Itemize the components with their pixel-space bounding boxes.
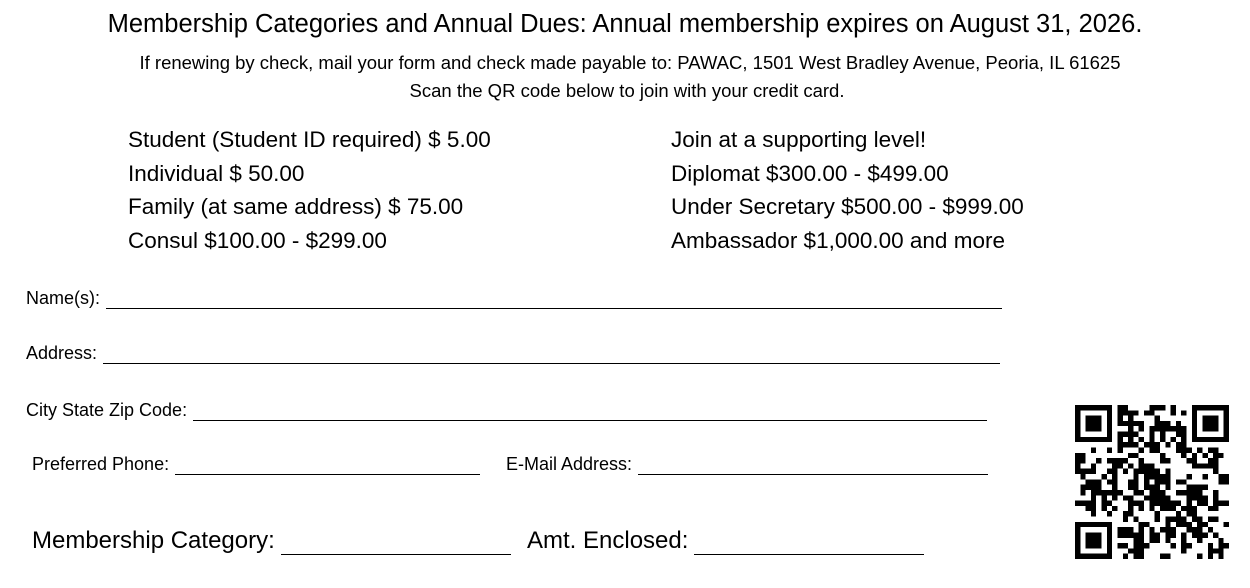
- amount-enclosed-label: Amt. Enclosed:: [527, 527, 689, 554]
- city-state-zip-input-line[interactable]: [193, 402, 987, 421]
- supporting-level-heading: Join at a supporting level!: [671, 127, 927, 152]
- membership-category-input-line[interactable]: [281, 532, 511, 555]
- category-family: Family (at same address) $ 75.00: [128, 194, 464, 219]
- qr-code-icon[interactable]: [1075, 405, 1229, 559]
- category-diplomat: Diplomat $300.00 - $499.00: [671, 160, 949, 186]
- address-field: [26, 343, 1000, 364]
- city-state-zip-field: [26, 400, 987, 421]
- category-individual: Individual $ 50.00: [128, 160, 305, 186]
- name-field: [26, 288, 1002, 309]
- category-list-right: [671, 123, 1024, 257]
- qr-instructions: Scan the QR code below to join with your credit card.: [409, 80, 845, 101]
- category-consul: Consul $100.00 - $299.00: [128, 227, 387, 253]
- city-state-zip-label: City State Zip Code:: [26, 400, 188, 420]
- name-input-line[interactable]: [106, 290, 1002, 309]
- category-student: Student (Student ID required) $ 5.00: [128, 127, 491, 152]
- amount-enclosed-input-line[interactable]: [694, 532, 924, 555]
- phone-input-line[interactable]: [175, 456, 480, 475]
- email-field: [506, 454, 988, 475]
- membership-category-field: [32, 527, 511, 555]
- category-ambassador: Ambassador $1,000.00 and more: [671, 227, 1005, 253]
- email-label: E-Mail Address:: [506, 454, 633, 474]
- page-title: Membership Categories and Annual Dues: Annual membership expires on August 31, 2026.: [107, 10, 1143, 38]
- name-label: Name(s):: [26, 288, 101, 308]
- email-input-line[interactable]: [638, 456, 988, 475]
- check-instructions: If renewing by check, mail your form and check made payable to: PAWAC, 1501 West Bradley Avenue, Peoria, IL 61625: [139, 52, 1121, 73]
- category-list-left: [128, 123, 491, 257]
- phone-label: Preferred Phone:: [32, 454, 170, 474]
- category-under-secretary: Under Secretary $500.00 - $999.00: [671, 194, 1024, 219]
- phone-field: [32, 454, 480, 475]
- amount-enclosed-field: [527, 527, 924, 555]
- membership-category-label: Membership Category:: [32, 527, 275, 554]
- address-input-line[interactable]: [103, 345, 1000, 364]
- address-label: Address:: [26, 343, 98, 363]
